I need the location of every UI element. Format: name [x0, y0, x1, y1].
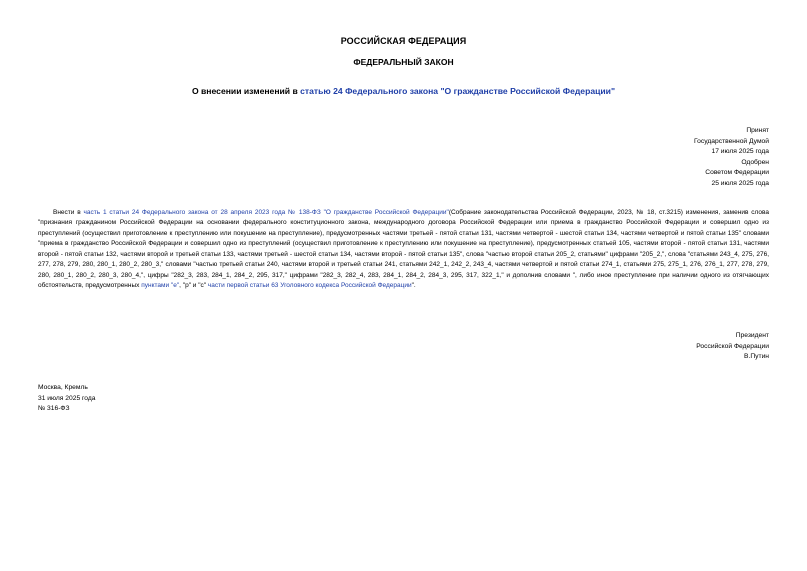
signer-title: Президент	[735, 332, 769, 339]
approved-label: Одобрен	[741, 158, 769, 166]
signing-date: 31 июля 2025 года	[38, 394, 96, 402]
body-text-3: , "р" и "с"	[179, 282, 208, 290]
law-type-heading: ФЕДЕРАЛЬНЫЙ ЗАКОН	[353, 57, 454, 67]
title-prefix: О внесении изменений в	[191, 86, 301, 96]
adopted-label: Принят	[746, 127, 769, 134]
signer-country: Российской Федерации	[696, 342, 769, 350]
criminal-code-point-link[interactable]: пунктами "е"	[141, 282, 180, 290]
body-text-1: Внести в	[53, 209, 84, 216]
body-text-4: ".	[411, 282, 416, 290]
country-heading: РОССИЙСКАЯ ФЕДЕРАЦИЯ	[340, 36, 467, 46]
adoption-block	[694, 126, 769, 189]
adopted-date: 17 июля 2025 года	[711, 148, 769, 155]
law-body-paragraph	[38, 208, 769, 292]
adopted-by: Государственной Думой	[694, 137, 769, 145]
approved-date: 25 июля 2025 года	[711, 179, 769, 187]
body-text-2: (Собрание законодательства Российской Федерации, 2023, № 18, ст.3215) изменения, заменив слова "признания гражданином Российской Федерации на основании федерального конституционного закона, международного договора Российской Федерации или приема в гражданство Российской Федерации и совершил одно из преступлений (осуществил приготовление к преступлению или покушение на преступление), предусмотренных частями третьей - пятой статьи 131, частями четвертой - шестой статьи 134, частями четвертой и пятой статьи 135" словами "приема в гражданство Российской Федерации и совершил одно из преступлений (осуществил приготовление к преступлению или покушение на преступление), предусмотренных статьей 105, частями второй - пятой статьи 131, частями второй - пятой статьи 132, частями второй и третьей статьи 133, частями третьей - шестой статьи 134, частями второй - пятой статьи 135", слова "частью второй статьи 205_2, статьями" цифрами "205_2,", слова "статьями 243_4, 275, 276, 277, 278, 279, 280, 280_1, 280_2, 280_3," словами "частью третьей статьи 240, частями второй и третьей статьи 241, статьями 242_1, 242_2, 243_4, частями четвертой и пятой статьи 274_1, статьями 275, 275_1, 276, 276_1, 277, 278, 279, 280, 280_1, 280_2, 280_3, 280_4,", цифры "282_3, 283, 284_1, 284_2, 295, 317," цифрами "282_3, 282_4, 283, 284_1, 284_2, 284_3, 295, 317, 322_1," и дополнив словами ", либо иное преступление при наличии одного из отягчающих обстоятельств, предусмотренных	[38, 209, 769, 290]
signing-place: Москва, Кремль	[38, 384, 88, 391]
title-law-link[interactable]: статью 24 Федерального закона "О гражданстве Российской Федерации"	[300, 86, 616, 96]
amended-law-link[interactable]: часть 1 статьи 24 Федерального закона от 28 апреля 2023 года № 138-ФЗ "О гражданстве Российской Федерации"	[83, 209, 449, 216]
law-title	[0, 86, 807, 96]
criminal-code-article-link[interactable]: части первой статьи 63 Уголовного кодекса Российской Федерации	[207, 282, 412, 290]
approved-by: Советом Федерации	[705, 169, 769, 176]
law-number: № 316-ФЗ	[38, 405, 70, 412]
place-date-block	[38, 383, 96, 415]
signature-block	[696, 331, 769, 363]
signer-name: В.Путин	[744, 353, 769, 360]
